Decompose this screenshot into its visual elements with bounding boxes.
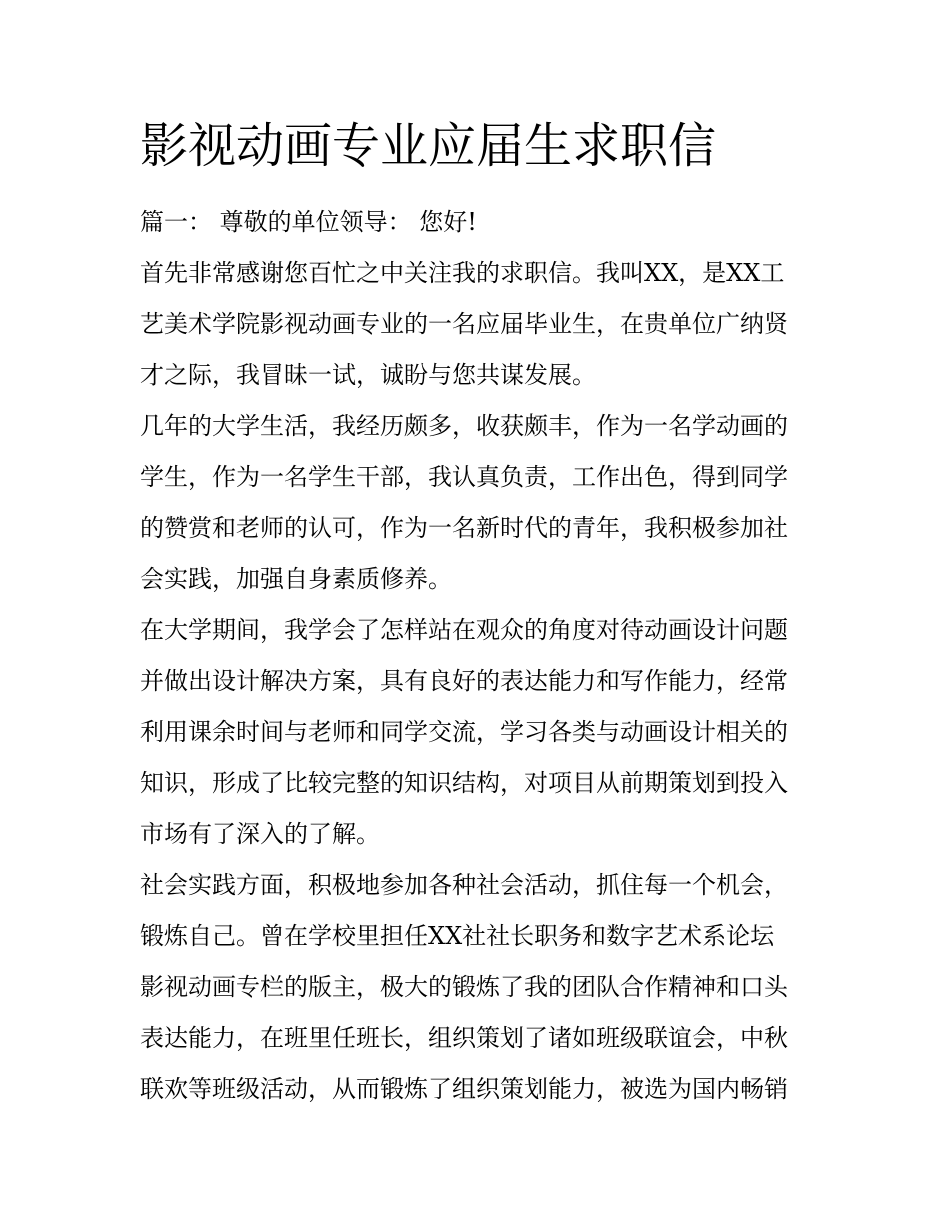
text-line: 才之际，我冒昧一试，诚盼与您共谋发展。 <box>140 361 596 389</box>
text-line: 艺美术学院影视动画专业的一名应届毕业生，在贵单位广纳贤 <box>140 310 788 338</box>
text-line: 首先非常感谢您百忙之中关注我的求职信。我叫XX，是XX工 <box>140 259 785 287</box>
text-line: 利用课余时间与老师和同学交流，学习各类与动画设计相关的 <box>140 718 788 746</box>
text-line: 市场有了深入的了解。 <box>140 820 380 848</box>
text-line: 影视动画专栏的版主，极大的锻炼了我的团队合作精神和口头 <box>140 973 788 1001</box>
document-body <box>140 200 816 1118</box>
text-line: 的赞赏和老师的认可，作为一名新时代的青年，我积极参加社 <box>140 514 788 542</box>
text-line: 并做出设计解决方案，具有良好的表达能力和写作能力，经常 <box>140 667 788 695</box>
text-line: 几年的大学生活，我经历颇多，收获颇丰，作为一名学动画的 <box>140 412 788 440</box>
text-line: 社会实践方面，积极地参加各种社会活动，抓住每一个机会， <box>140 871 788 899</box>
text-line: 锻炼自己。曾在学校里担任XX社社长职务和数字艺术系论坛 <box>140 922 775 950</box>
text-line: 知识，形成了比较完整的知识结构，对项目从前期策划到投入 <box>140 769 788 797</box>
document-title: 影视动画专业应届生求职信 <box>140 118 717 174</box>
text-line-salutation: 篇一： 尊敬的单位领导： 您好! <box>140 208 477 236</box>
text-line: 在大学期间，我学会了怎样站在观众的角度对待动画设计问题 <box>140 616 788 644</box>
text-line: 会实践，加强自身素质修养。 <box>140 565 452 593</box>
text-line: 学生，作为一名学生干部，我认真负责，工作出色，得到同学 <box>140 463 788 491</box>
text-line: 联欢等班级活动，从而锻炼了组织策划能力，被选为国内畅销 <box>140 1075 788 1103</box>
text-line: 表达能力，在班里任班长，组织策划了诸如班级联谊会，中秋 <box>140 1024 788 1052</box>
